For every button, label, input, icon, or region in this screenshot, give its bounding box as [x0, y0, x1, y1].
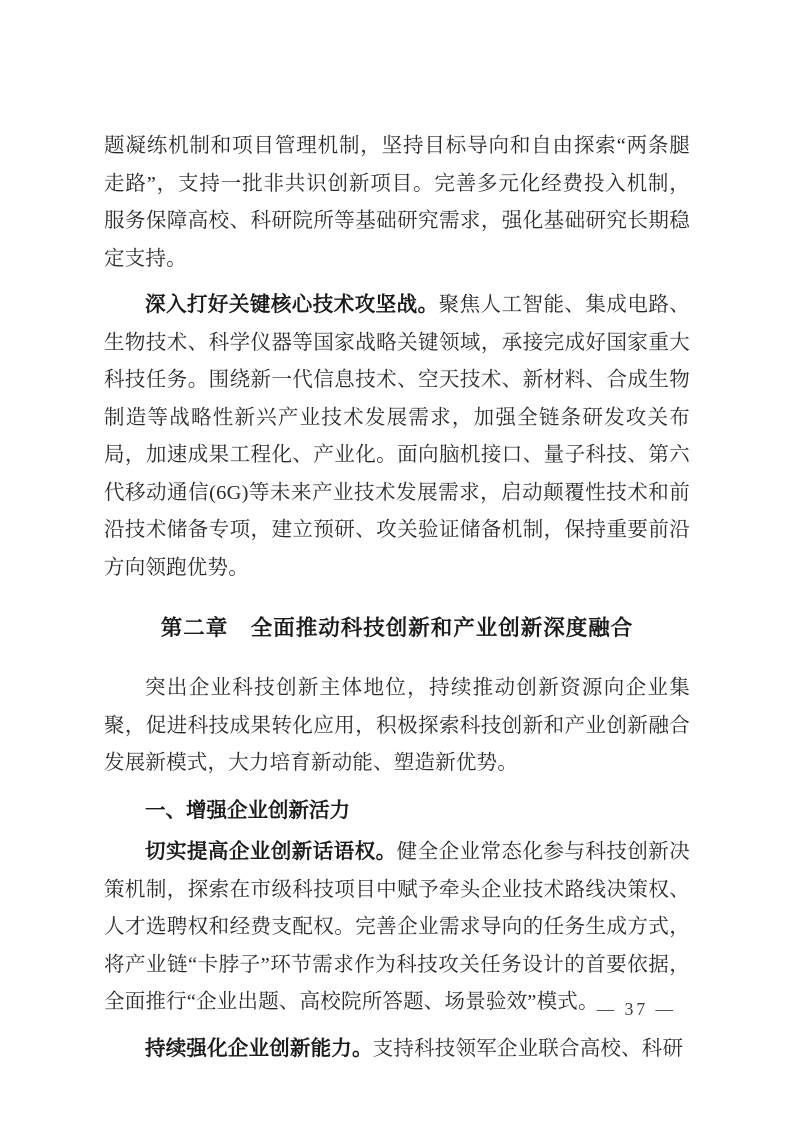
paragraph-enterprise-capability-lead: 持续强化企业创新能力。	[145, 1037, 373, 1060]
page-footer	[597, 999, 676, 1020]
section-heading: 一、增强企业创新活力	[145, 798, 350, 822]
paragraph-key-core-tech-lead: 深入打好关键核心技术攻坚战。	[145, 294, 439, 316]
paragraph-enterprise-voice-lead: 切实提高企业创新话语权。	[145, 841, 397, 863]
paragraph-enterprise-capability-rest: 支持科技领军企业联合高校、科研	[372, 1037, 684, 1060]
chapter-heading: 第二章 全面推动科技创新和产业创新深度融合	[160, 616, 634, 640]
paragraph-key-core-tech-rest: 聚焦人工智能、集成电路、生物技术、科学仪器等国家战略关键领域，承接完成好国家重大科技任务。围绕新一代信息技术、空天技术、新材料、合成生物制造等战略性新兴产业技术发展需求，加强全链条研发攻关布局，加速成果工程化、产业化。面向脑机接口、量子科技、第六代移动通信(6G)等未来产业技术发展需求，启动颠覆性技术和前沿技术储备专项，建立预研、攻关验证储备机制，保持重要前沿方向领跑优势。	[104, 294, 690, 579]
paragraph-basic-research-continuation: 题凝练机制和项目管理机制，坚持目标导向和自由探索“两条腿走路”，支持一批非共识创新项目。完善多元化经费投入机制，服务保障高校、科研院所等基础研究需求，强化基础研究长期稳定支持。	[104, 135, 690, 270]
document-body	[104, 128, 690, 1077]
paragraph-enterprise-capability	[104, 1031, 690, 1069]
paragraph-chapter-intro: 突出企业科技创新主体地位，持续推动创新资源向企业集聚，促进科技成果转化应用，积极探索科技创新和产业创新融合发展新模式，大力培育新动能、塑造新优势。	[104, 677, 690, 774]
page-number: — 37 —	[596, 999, 676, 1019]
paragraph-key-core-tech	[104, 287, 690, 587]
paragraph-enterprise-voice	[104, 834, 690, 1022]
paragraph-enterprise-voice-rest: 健全企业常态化参与科技创新决策机制，探索在市级科技项目中赋予牵头企业技术路线决策权、人才选聘权和经费支配权。完善企业需求导向的任务生成方式，将产业链“卡脖子”环节需求作为科技攻关任务设计的首要依据，全面推行“企业出题、高校院所答题、场景验效”模式。	[104, 841, 690, 1013]
